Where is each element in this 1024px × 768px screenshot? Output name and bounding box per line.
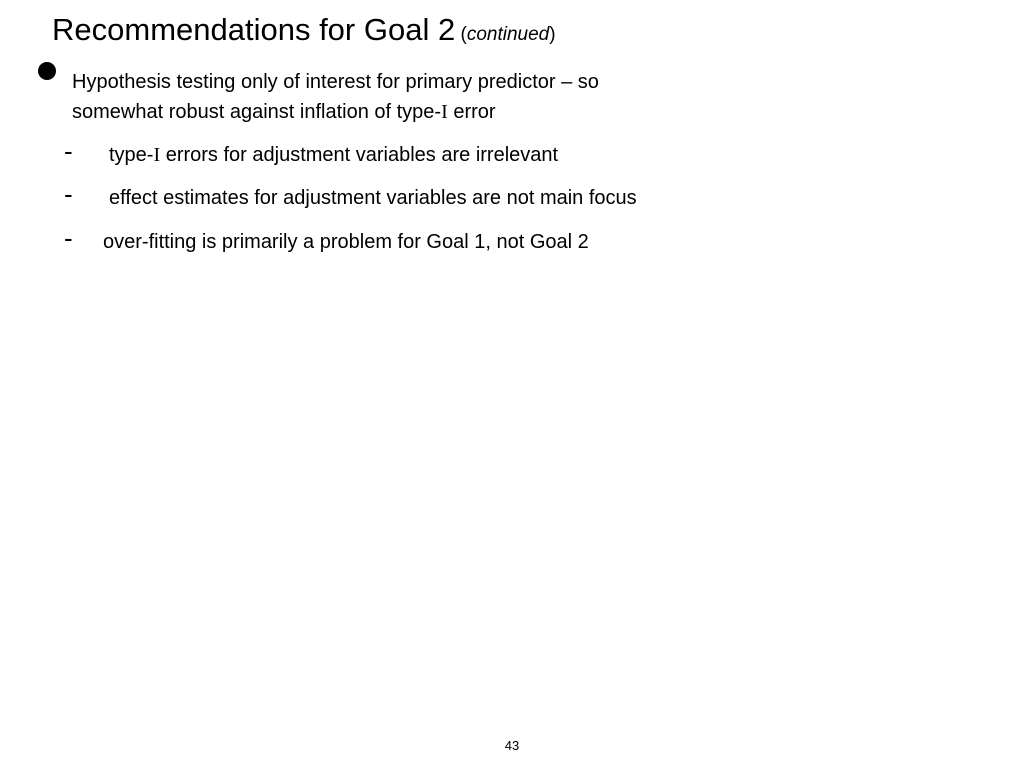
sub-item-3-dash-icon: -: [64, 223, 73, 253]
bullet-line-2: [72, 97, 772, 127]
subtitle-open-paren: (: [455, 24, 467, 45]
bullet-text: [72, 67, 772, 127]
title-text: Recommendations for Goal 2: [52, 12, 456, 47]
slide-title: [52, 11, 556, 54]
bullet-line-2-prefix: somewhat robust against inflation of type-: [72, 101, 442, 123]
page-number: 43: [504, 738, 520, 753]
sub-item-1-roman: I: [153, 144, 161, 166]
bullet-line-2-suffix: error: [447, 101, 496, 123]
sub-item-1-suffix: errors for adjustment variables are irrelevant: [160, 144, 559, 166]
bullet-dot-icon: [38, 62, 56, 80]
sub-item-1-text: [109, 142, 558, 168]
bullet-line-1: Hypothesis testing only of interest for primary predictor – so: [72, 71, 599, 93]
title-subtitle: [455, 24, 555, 45]
sub-item-3-text: over-fitting is primarily a problem for Goal 1, not Goal 2: [103, 231, 589, 253]
subtitle-close-paren: ): [549, 24, 556, 45]
sub-item-1-prefix: type-: [109, 144, 154, 166]
bullet-line-2-roman: I: [441, 101, 448, 123]
sub-item-1-dash-icon: -: [64, 136, 73, 166]
subtitle-italic: continued: [466, 24, 550, 45]
sub-item-2-dash-icon: -: [64, 179, 73, 209]
sub-item-2-text: effect estimates for adjustment variables are not main focus: [109, 187, 637, 209]
